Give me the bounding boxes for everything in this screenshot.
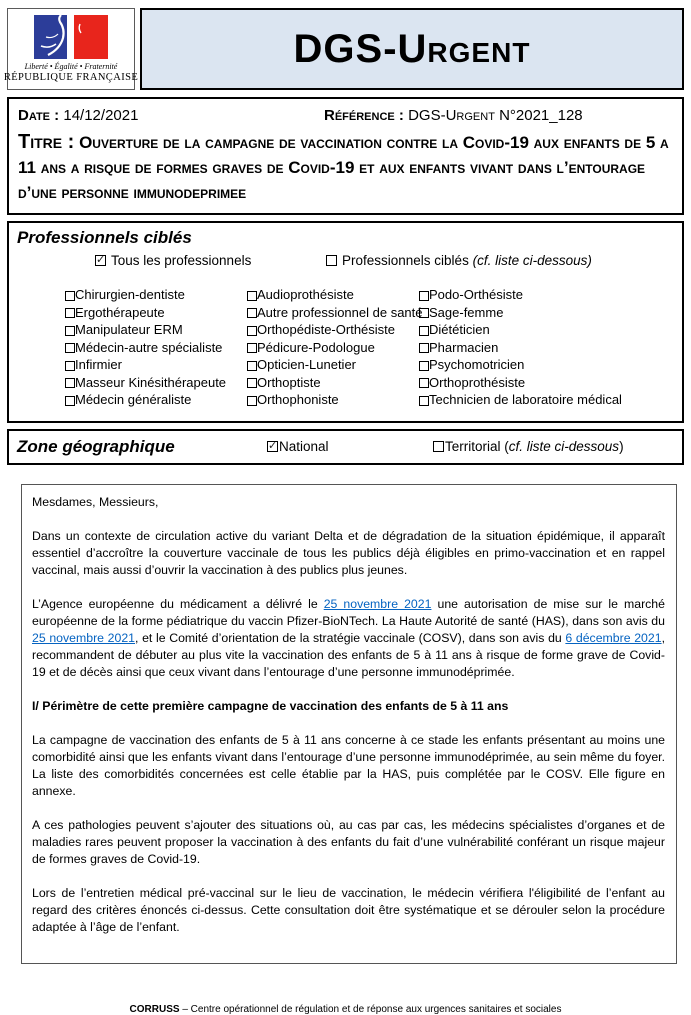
profession-checkbox-item[interactable] [247,374,419,392]
profession-checkbox-item[interactable] [65,286,247,304]
checkbox-unchecked-icon[interactable] [65,378,75,388]
profession-label: Technicien de laboratoire médical [429,392,622,407]
checkbox-unchecked-icon[interactable] [247,291,257,301]
option-all-professionals[interactable] [95,253,326,268]
profession-checkbox-item[interactable] [247,339,419,357]
option-territorial-label: Territorial (cf. liste ci-dessous) [445,439,624,454]
reference-label: Référence : [324,107,404,124]
checkbox-unchecked-icon[interactable] [65,291,75,301]
option-national-label: National [279,439,329,454]
profession-checkbox-item[interactable] [65,356,247,374]
profession-label: Manipulateur ERM [75,322,183,337]
profession-checkbox-item[interactable] [247,356,419,374]
profession-label: Infirmier [75,357,122,372]
checkbox-unchecked-icon[interactable] [247,308,257,318]
profession-label: Pharmacien [429,339,499,355]
profession-checkbox-item[interactable] [65,304,247,322]
profession-checkbox-item[interactable] [419,374,674,392]
professionals-options-row [95,253,674,268]
profession-label: Autre professionnel de santé [257,304,423,320]
hyperlink[interactable]: 25 novembre 2021 [323,596,432,611]
reference-value: DGS-Urgent N°2021_128 [408,107,583,124]
profession-checkbox-item[interactable] [247,304,423,322]
option-targeted-professionals[interactable] [326,253,592,268]
profession-label: Masseur Kinésithérapeute [75,374,227,390]
logo-motto: Liberté • Égalité • Fraternité [24,62,118,71]
profession-label: Orthoprothésiste [429,374,526,390]
profession-label: Orthopédiste-Orthésiste [257,322,396,337]
hyperlink[interactable]: 25 novembre 2021 [32,630,136,645]
profession-label: Pédicure-Podologue [257,339,375,355]
territorial-note: cf. liste ci-dessous [508,439,620,454]
meta-box [7,97,684,215]
option-all-professionals-label: Tous les professionnels [111,253,252,268]
checkbox-unchecked-icon[interactable] [419,308,429,318]
body-paragraph: L’Agence européenne du médicament a délivré le 25 novembre 2021 une autorisation de mise sur le marché européenne de la forme pédiatrique du vaccin Pfizer-BioNTech. La Haute Autorité de santé (HAS), dans son avis du 25 novembre 2021, et le Comité d’orientation de la stratégie vaccinale (COSV), dans son avis du 6 décembre 2021, recommandent de débuter au plus vite la vaccination des enfants de 5 à 11 ans à risque de forme grave de Covid-19 et de décès ainsi que ceux vivant dans l’entourage d’une personne immunodéprimée. [32,596,665,679]
checkbox-unchecked-icon[interactable] [419,343,429,353]
profession-checkbox-item[interactable] [419,339,674,357]
profession-label: Médecin-autre spécialiste [75,339,223,355]
professionals-section [7,221,684,423]
profession-checkbox-item[interactable] [65,374,247,392]
reference-field [324,105,583,126]
option-territorial[interactable] [433,439,624,454]
profession-checkbox-item[interactable] [65,391,247,409]
checkbox-unchecked-icon[interactable] [65,361,75,371]
professions-column-1 [65,286,247,409]
dgs-urgent-banner [140,8,684,90]
profession-checkbox-item[interactable] [419,391,674,409]
banner-title: DGS-Urgent [293,26,531,71]
body-paragraph: A ces pathologies peuvent s’ajouter des situations où, au cas par cas, les médecins spécialistes d’organes et de maladies rares peuvent proposer la vaccination à des enfants du fait d’une vulnérabilité conférant un risque majeur de formes graves de Covid-19. [32,817,665,866]
body-paragraph: Lors de l’entretien médical pré-vaccinal sur le lieu de vaccination, le médecin vérifiera l'éligibilité de l’enfant au regard des critères énoncés ci-dessus. Cette consultation doit être systématique et se dérouler selon la procédure adaptée à l’âge de l’enfant. [32,885,665,934]
professions-column-2 [247,286,423,409]
profession-label: Sage-femme [429,304,504,320]
profession-label: Orthoptiste [257,374,321,390]
body-paragraph: Dans un contexte de circulation active du variant Delta et de dégradation de la situation épidémique, il apparaît essentiel d’accroître la couverture vaccinale de tous les publics déjà éligibles en primo-vaccination et en rappel vaccinal, mais aussi d’ouvrir la vaccination à des publics plus jeunes. [32,528,665,577]
checkbox-unchecked-icon[interactable] [247,378,257,388]
professions-column-3 [419,286,674,409]
option-national[interactable] [267,439,433,454]
document-title [18,130,673,205]
profession-checkbox-item[interactable] [247,286,419,304]
title-text: Ouverture de la campagne de vaccination contre la Covid-19 aux enfants de 5 a 11 ans a risque de formes graves de Covid-19 et aux enfants vivant dans l’entourage d’une personne immunodeprimee [18,133,669,202]
body-paragraph: Mesdames, Messieurs, [32,494,159,509]
logo-republic-name: RÉPUBLIQUE FRANÇAISE [3,72,139,83]
checkbox-unchecked-icon[interactable] [419,326,429,336]
profession-label: Ergothérapeute [75,304,165,320]
document-header [3,8,684,90]
checkbox-unchecked-icon[interactable] [419,291,429,301]
zone-section [7,429,684,465]
profession-label: Diététicien [429,322,490,337]
body-paragraph: La campagne de vaccination des enfants de 5 à 11 ans concerne à ce stade les enfants présentant au moins une comorbidité ainsi que les enfants vivant dans l’entourage d’une personne immunodéprimée, au sein même du foyer. La liste des comorbidités concernées est celle établie par la HAS, puis complétée par le COSV. Elle figure en annexe. [32,732,665,798]
checkbox-unchecked-icon[interactable] [65,343,75,353]
profession-label: Chirurgien-dentiste [75,287,185,302]
profession-checkbox-item[interactable] [247,321,419,339]
french-republic-logo [3,8,139,90]
profession-checkbox-item[interactable] [247,391,419,409]
profession-checkbox-item[interactable] [419,356,674,374]
checkbox-unchecked-icon[interactable] [247,361,257,371]
profession-label: Audioprothésiste [257,287,354,302]
checkbox-unchecked-icon[interactable] [65,308,75,318]
profession-checkbox-item[interactable] [419,304,674,322]
profession-checkbox-item[interactable] [419,286,674,304]
date-value: 14/12/2021 [63,107,139,124]
checkbox-checked-icon[interactable] [267,441,278,452]
checkbox-unchecked-icon[interactable] [433,441,444,452]
checkbox-unchecked-icon[interactable] [65,396,75,406]
option-targeted-professionals-label: Professionnels ciblés (cf. liste ci-dessous) [342,253,592,268]
title-label: Titre : [18,131,75,153]
date-field [18,105,324,126]
letter-body [21,484,677,964]
professionals-section-title: Professionnels ciblés [17,228,192,247]
profession-label: Orthophoniste [257,392,339,407]
profession-label: Médecin généraliste [75,392,192,407]
checkbox-unchecked-icon[interactable] [419,378,429,388]
checkbox-checked-icon[interactable] [95,255,106,266]
checkbox-unchecked-icon[interactable] [326,255,337,266]
checkbox-unchecked-icon[interactable] [419,361,429,371]
page-footer [7,1004,684,1015]
footer-text: – Centre opérationnel de régulation et de réponse aux urgences sanitaires et sociales [182,1003,562,1015]
date-label: Date : [18,107,60,124]
zone-section-title: Zone géographique [17,436,175,456]
checkbox-unchecked-icon[interactable] [247,326,257,336]
checkbox-unchecked-icon[interactable] [419,396,429,406]
checkbox-unchecked-icon[interactable] [247,343,257,353]
body-section-heading: I/ Périmètre de cette première campagne de vaccination des enfants de 5 à 11 ans [32,698,509,713]
targeted-note: (cf. liste ci-dessous) [472,253,592,268]
profession-checkbox-item[interactable] [419,321,674,339]
meta-row [18,105,673,126]
footer-org: CORRUSS [129,1003,180,1015]
hyperlink[interactable]: 6 décembre 2021 [565,630,662,645]
professions-grid [65,286,674,409]
marianne-flag-icon [34,15,108,59]
checkbox-unchecked-icon[interactable] [247,396,257,406]
profession-checkbox-item[interactable] [65,321,247,339]
profession-label: Psychomotricien [429,357,525,372]
profession-checkbox-item[interactable] [65,339,247,357]
profession-label: Podo-Orthésiste [429,287,523,302]
profession-label: Opticien-Lunetier [257,357,356,372]
checkbox-unchecked-icon[interactable] [65,326,75,336]
